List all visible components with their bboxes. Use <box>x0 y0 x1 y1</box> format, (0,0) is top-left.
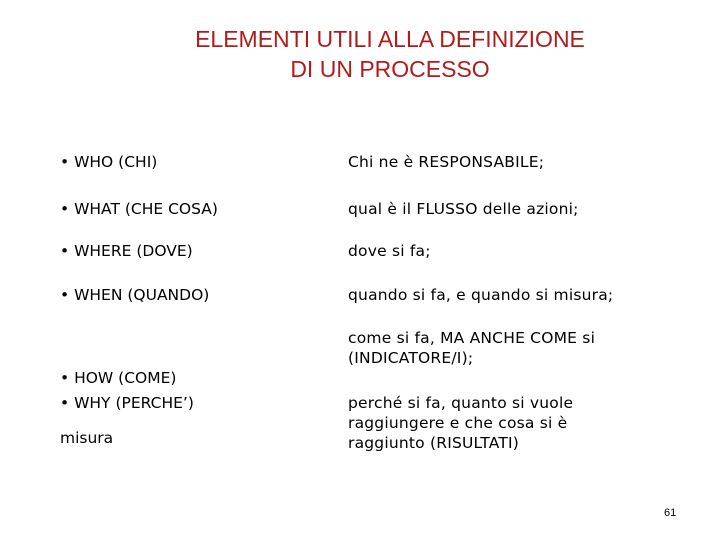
description-line: come si fa, MA ANCHE COME si <box>348 329 596 347</box>
description-line: quando si fa, e quando si misura; <box>348 286 614 304</box>
slide-title-line-2: DI UN PROCESSO <box>290 56 490 82</box>
list-item-term: • WHO (CHI) <box>60 153 158 171</box>
description-line: perché si fa, quanto si vuole <box>348 394 574 412</box>
list-item-description <box>348 393 678 453</box>
list-item-description <box>348 328 678 368</box>
term-line: misura <box>60 429 114 447</box>
slide-title-line-1: ELEMENTI UTILI ALLA DEFINIZIONE <box>195 26 585 52</box>
page-number: 61 <box>664 507 677 519</box>
description-line: Chi ne è RESPONSABILE; <box>348 153 545 171</box>
list-item-description <box>348 152 678 172</box>
list-item-description <box>348 285 678 305</box>
term-line: • HOW (COME) <box>60 369 177 387</box>
list-item-description <box>348 199 678 219</box>
description-line: raggiunto (RISULTATI) <box>348 434 520 452</box>
description-line: dove si fa; <box>348 242 431 260</box>
description-line: raggiungere e che cosa si è <box>348 414 568 432</box>
description-line: qual è il FLUSSO delle azioni; <box>348 200 579 218</box>
list-item-term: • WHEN (QUANDO) <box>60 286 210 304</box>
list-item-description <box>348 241 678 261</box>
list-item-term: • WHERE (DOVE) <box>60 242 193 260</box>
list-item-term: • WHY (PERCHE’) <box>60 394 194 412</box>
list-item-term: • WHAT (CHE COSA) <box>60 200 218 218</box>
description-line: (INDICATORE/I); <box>348 349 474 367</box>
